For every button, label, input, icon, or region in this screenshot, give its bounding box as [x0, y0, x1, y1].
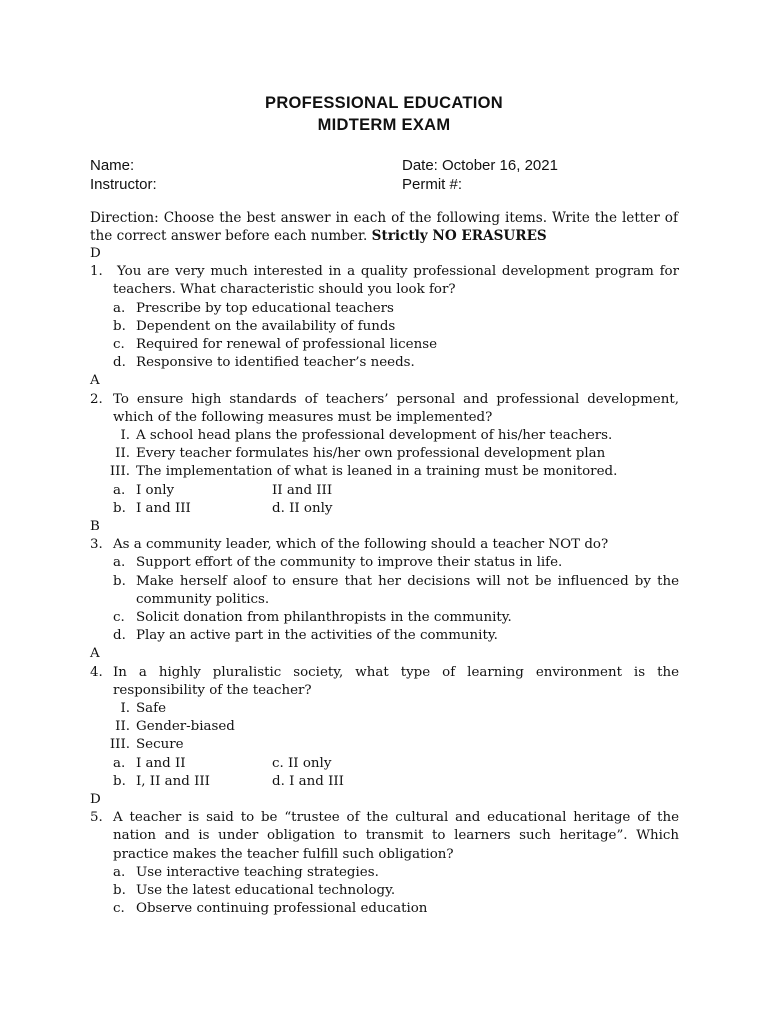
answer-mark: D: [90, 791, 101, 807]
choice-text: d. I and III: [272, 773, 344, 789]
exam-title: PROFESSIONAL EDUCATION: [265, 94, 503, 112]
question-item: [90, 536, 679, 554]
question-stem: You are very much interested in a quality professional development program for teachers. What characteristic should you look for?: [113, 264, 679, 298]
choice-letter: b.: [113, 500, 126, 516]
question-item: [90, 263, 679, 299]
statement-numeral: I.: [120, 428, 130, 443]
choice-item: [90, 336, 679, 354]
choice-text: d. II only: [272, 500, 333, 516]
question-stem: A teacher is said to be “trustee of the cultural and educational heritage of the nation and is under obligation to transmit to learners such heritage”. Which practice makes the teacher fulfill such obligation?: [113, 810, 679, 862]
choice-text: Make herself aloof to ensure that her decisions will not be influenced by the community politics.: [136, 573, 679, 607]
choice-item: [90, 627, 679, 645]
exam-subtitle: MIDTERM EXAM: [317, 116, 451, 134]
choice-text: Observe continuing professional education: [136, 901, 428, 917]
choice-letter: d.: [113, 628, 126, 644]
choice-item: [90, 554, 679, 572]
questions-list: [90, 245, 679, 918]
question-stem: In a highly pluralistic society, what type of learning environment is the responsibility of the teacher?: [113, 664, 679, 698]
question-stem: As a community leader, which of the following should a teacher NOT do?: [113, 537, 609, 553]
question-number: 4.: [90, 664, 103, 680]
statement-text: Safe: [136, 700, 167, 716]
direction-paragraph: [90, 209, 678, 245]
choice-text: Use interactive teaching strategies.: [136, 864, 379, 880]
choice-letter: c.: [113, 337, 125, 352]
statement-text: Every teacher formulates his/her own professional development plan: [136, 446, 606, 462]
choice-text: Required for renewal of professional license: [136, 337, 438, 352]
statement-text: A school head plans the professional development of his/her teachers.: [136, 428, 613, 443]
statement-text: Secure: [136, 737, 184, 753]
choice-text: I, II and III: [136, 773, 210, 789]
choice-letter: a.: [113, 555, 126, 571]
statement-numeral: I.: [120, 700, 130, 716]
question-item: [90, 809, 679, 864]
question-number: 3.: [90, 537, 103, 553]
choice-item: [90, 354, 679, 372]
choice-text: Responsive to identified teacher’s needs.: [136, 355, 415, 371]
date-label: Date: October 16, 2021: [402, 157, 558, 174]
choice-text: Play an active part in the activities of the community.: [136, 628, 498, 644]
choice-row: [90, 773, 679, 791]
question-number: 2.: [90, 391, 103, 407]
choice-text: Support effort of the community to improve their status in life.: [136, 555, 563, 571]
choice-item: [90, 609, 679, 627]
statement-numeral: III.: [109, 737, 130, 753]
choice-item: [90, 300, 679, 318]
choice-row: [90, 500, 679, 518]
answer-mark: D: [90, 246, 101, 261]
question-number: 5.: [90, 810, 103, 826]
answer-mark: A: [90, 646, 100, 662]
question-item: [90, 391, 679, 427]
statement-numeral: II.: [115, 719, 130, 735]
choice-letter: d.: [113, 355, 126, 371]
choice-letter: b.: [113, 318, 126, 334]
statement-item: [90, 718, 679, 736]
choice-text: I and II: [136, 755, 186, 771]
choice-item: [90, 318, 679, 336]
choice-letter: c.: [113, 609, 125, 625]
question-number: 1.: [90, 264, 103, 280]
choice-item: [90, 900, 679, 918]
choice-row: [90, 482, 679, 500]
question-item: [90, 664, 679, 700]
choice-text: Dependent on the availability of funds: [136, 318, 396, 334]
choice-text: I and III: [136, 500, 191, 516]
direction-emphasis: Strictly NO ERASURES: [371, 228, 547, 245]
choice-text: Solicit donation from philanthropists in the community.: [136, 609, 512, 625]
statement-item: [90, 445, 679, 463]
statement-text: The implementation of what is leaned in a training must be monitored.: [136, 464, 618, 480]
choice-letter: a.: [113, 864, 126, 880]
statement-item: [90, 463, 679, 481]
choice-text: II and III: [272, 482, 333, 498]
choice-item: [90, 864, 679, 882]
choice-letter: b.: [113, 773, 126, 789]
statement-item: [90, 427, 679, 445]
choice-text: I only: [136, 482, 175, 498]
instructor-label: Instructor:: [90, 176, 157, 193]
statement-numeral: II.: [115, 446, 130, 462]
statement-numeral: III.: [109, 464, 130, 480]
choice-item: [90, 573, 679, 609]
choice-letter: b.: [113, 573, 126, 589]
statement-item: [90, 736, 679, 754]
choice-letter: b.: [113, 882, 126, 898]
choice-letter: a.: [113, 755, 126, 771]
choice-text: c. II only: [272, 755, 332, 771]
choice-letter: c.: [113, 901, 125, 917]
choice-row: [90, 755, 679, 773]
answer-mark: A: [90, 373, 100, 389]
answer-mark: B: [90, 518, 100, 534]
name-label: Name:: [90, 157, 135, 174]
choice-letter: a.: [113, 482, 126, 498]
statement-text: Gender-biased: [136, 719, 235, 735]
direction-text: Direction: Choose the best answer in each of the following items. Write the letter of the correct answer before each number.: [90, 210, 678, 245]
question-stem: To ensure high standards of teachers’ personal and professional development, which of the following measures must be implemented?: [113, 391, 679, 425]
choice-item: [90, 882, 679, 900]
statement-item: [90, 700, 679, 718]
choice-text: Prescribe by top educational teachers: [136, 300, 394, 316]
choice-letter: a.: [113, 300, 126, 316]
choice-text: Use the latest educational technology.: [136, 882, 396, 898]
permit-label: Permit #:: [402, 176, 463, 193]
